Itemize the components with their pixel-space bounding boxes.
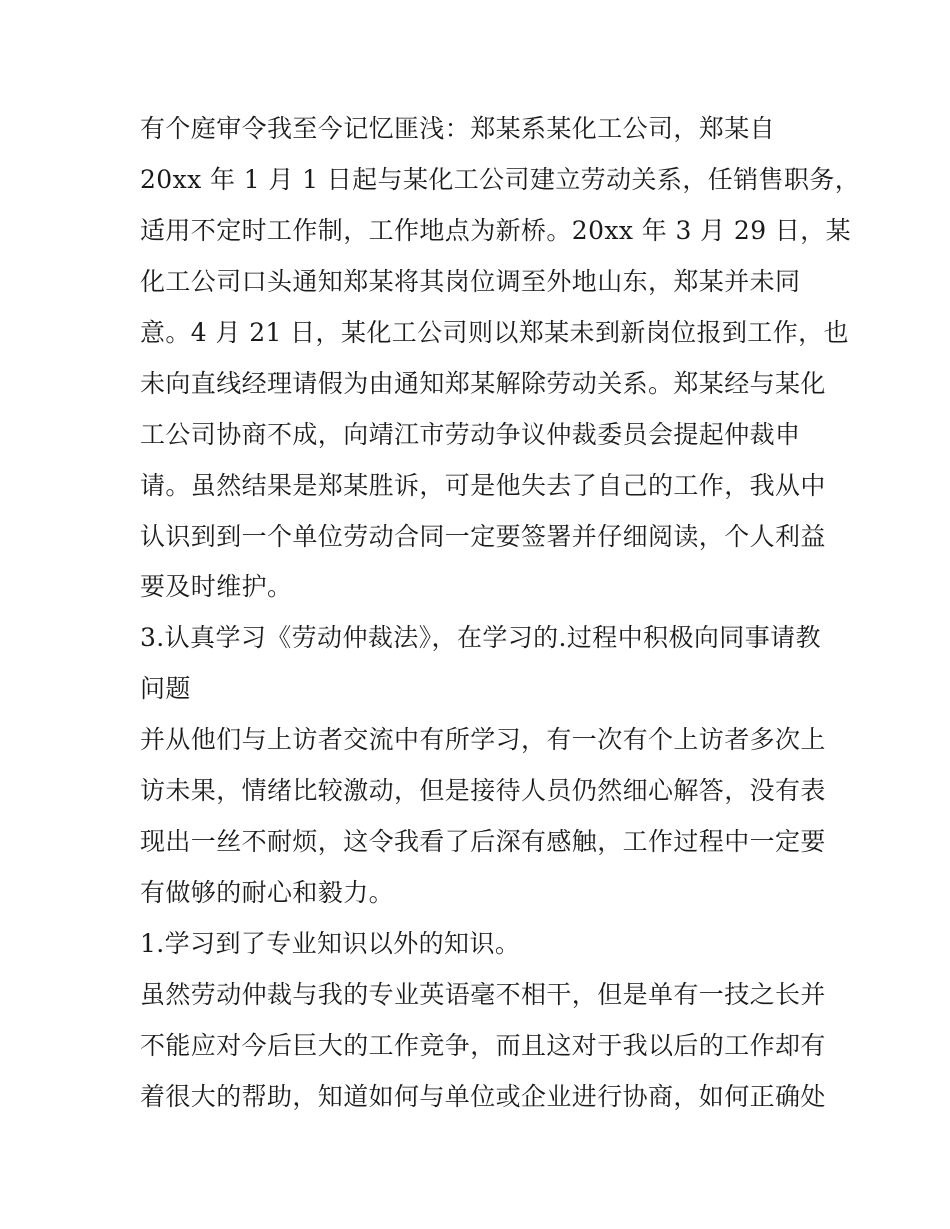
text-line: 不能应对今后巨大的工作竞争，而且这对于我以后的工作却有 xyxy=(140,1031,826,1060)
text-line: 认识到到一个单位劳动合同一定要签署并仔细阅读，个人利益 xyxy=(140,522,826,551)
text-line: 适用不定时工作制，工作地点为新桥。20xx 年 3 月 29 日，某 xyxy=(140,216,852,245)
section-heading: 3.认真学习《劳动仲裁法》，在学习的.过程中积极向同事请教 xyxy=(140,623,821,652)
text-line: 工公司协商不成，向靖江市劳动争议仲裁委员会提起仲裁申 xyxy=(140,420,801,449)
text-line: 虽然劳动仲裁与我的专业英语毫不相干，但是单有一技之长并 xyxy=(140,980,826,1009)
text-line: 访未果，情绪比较激动，但是接待人员仍然细心解答，没有表 xyxy=(140,776,826,805)
text-line: 请。虽然结果是郑某胜诉，可是他失去了自己的工作，我从中 xyxy=(140,471,826,500)
text-line: 要及时维护。 xyxy=(140,572,293,601)
text-line: 20xx 年 1 月 1 日起与某化工公司建立劳动关系，任销售职务， xyxy=(140,165,861,194)
text-line: 未向直线经理请假为由通知郑某解除劳动关系。郑某经与某化 xyxy=(140,369,826,398)
text-line: 化工公司口头通知郑某将其岗位调至外地山东，郑某并未同 xyxy=(140,267,801,296)
text-line: 有个庭审令我至今记忆匪浅：郑某系某化工公司，郑某自 xyxy=(140,114,776,143)
section-heading-continued: 问题 xyxy=(140,674,191,703)
section-heading: 1.学习到了专业知识以外的知识。 xyxy=(140,929,521,958)
text-line: 意。4 月 21 日，某化工公司则以郑某未到新岗位报到工作，也 xyxy=(140,318,849,347)
text-line: 有做够的耐心和毅力。 xyxy=(140,878,395,907)
text-line: 并从他们与上访者交流中有所学习，有一次有个上访者多次上 xyxy=(140,725,826,754)
text-line: 现出一丝不耐烦，这令我看了后深有感触，工作过程中一定要 xyxy=(140,827,826,856)
text-line: 着很大的帮助，知道如何与单位或企业进行协商，如何正确处 xyxy=(140,1082,826,1111)
